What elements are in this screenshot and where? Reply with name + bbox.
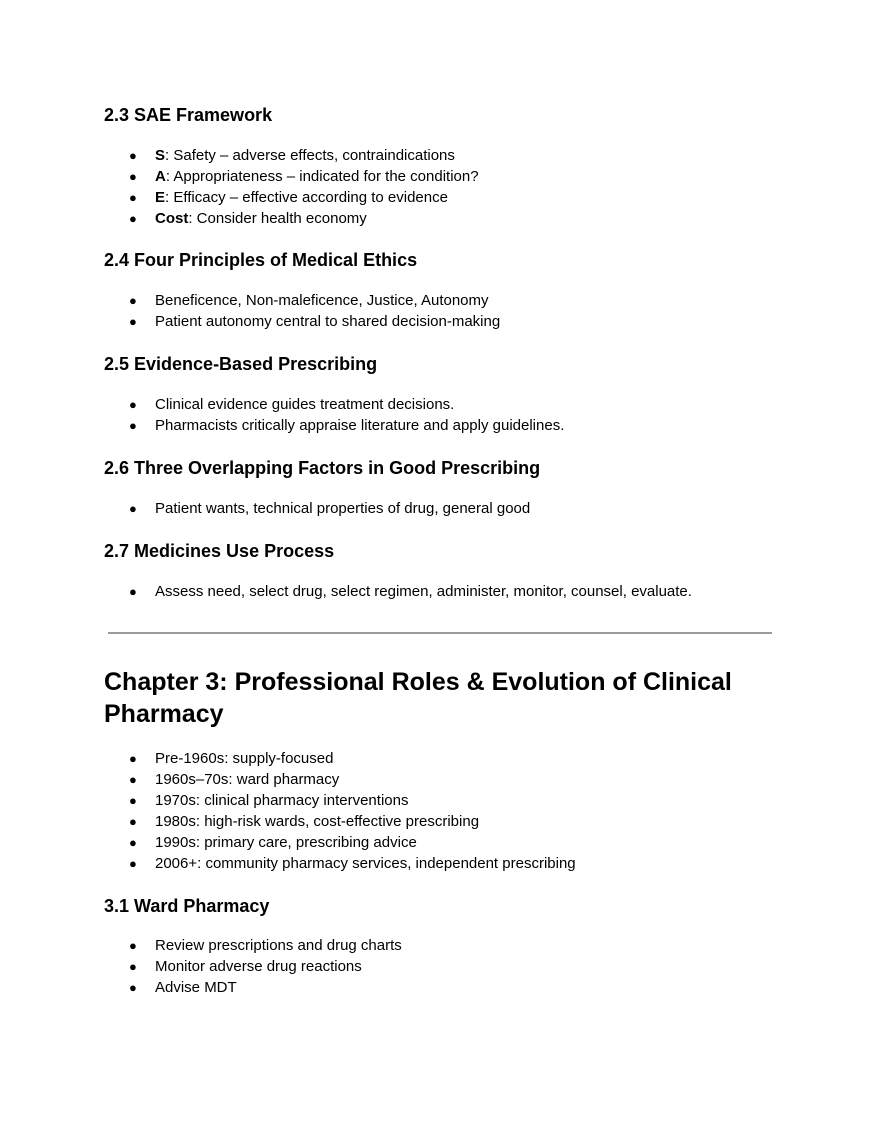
list-item: ● Pre-1960s: supply-focused bbox=[129, 750, 334, 767]
list-item: ● 1990s: primary care, prescribing advice bbox=[129, 834, 417, 851]
list-item: ● Pharmacists critically appraise literature and apply guidelines. bbox=[129, 417, 565, 434]
bullet-icon: ● bbox=[129, 293, 137, 308]
section-heading-2-6: 2.6 Three Overlapping Factors in Good Prescribing bbox=[104, 458, 541, 478]
list-item: ● 1970s: clinical pharmacy interventions bbox=[129, 792, 409, 809]
list-item: ● Advise MDT bbox=[129, 979, 237, 996]
bullet-icon: ● bbox=[129, 418, 137, 433]
list-item: ● Monitor adverse drug reactions bbox=[129, 958, 362, 975]
prescribing-factors-list bbox=[104, 498, 774, 519]
bullet-icon: ● bbox=[129, 814, 137, 829]
evolution-timeline-list bbox=[104, 748, 774, 874]
bullet-icon: ● bbox=[129, 856, 137, 871]
bullet-icon: ● bbox=[129, 501, 137, 516]
bullet-icon: ● bbox=[129, 314, 137, 329]
section-heading-2-4: 2.4 Four Principles of Medical Ethics bbox=[104, 250, 418, 270]
bullet-icon: ● bbox=[129, 397, 137, 412]
list-item: ● Review prescriptions and drug charts bbox=[129, 937, 402, 954]
bullet-icon: ● bbox=[129, 980, 137, 995]
list-item: ● Beneficence, Non-maleficence, Justice, Autonomy bbox=[129, 292, 489, 309]
list-item: ● 2006+: community pharmacy services, independent prescribing bbox=[129, 855, 576, 872]
medicines-use-list bbox=[104, 581, 774, 602]
list-item: ● Clinical evidence guides treatment decisions. bbox=[129, 396, 455, 413]
list-item: ● Cost: Consider health economy bbox=[129, 210, 367, 227]
bullet-icon: ● bbox=[129, 211, 137, 226]
list-item: ● Assess need, select drug, select regimen, administer, monitor, counsel, evaluate. bbox=[129, 583, 692, 600]
chapter-title: Chapter 3: Professional Roles & Evolution of Clinical Pharmacy bbox=[104, 668, 732, 728]
list-item: ● S: Safety – adverse effects, contraindications bbox=[129, 147, 455, 164]
section-heading-2-3: 2.3 SAE Framework bbox=[104, 105, 273, 125]
ward-pharmacy-list bbox=[104, 935, 774, 998]
list-item: ● 1980s: high-risk wards, cost-effective prescribing bbox=[129, 813, 480, 830]
list-item: ● A: Appropriateness – indicated for the condition? bbox=[129, 168, 479, 185]
section-heading-2-7: 2.7 Medicines Use Process bbox=[104, 541, 335, 561]
bullet-icon: ● bbox=[129, 148, 137, 163]
list-item: ● Patient autonomy central to shared decision-making bbox=[129, 313, 501, 330]
bullet-icon: ● bbox=[129, 169, 137, 184]
horizontal-divider bbox=[108, 632, 772, 634]
bullet-icon: ● bbox=[129, 793, 137, 808]
list-item: ● E: Efficacy – effective according to evidence bbox=[129, 189, 448, 206]
bullet-icon: ● bbox=[129, 751, 137, 766]
bullet-icon: ● bbox=[129, 938, 137, 953]
list-item: ● 1960s–70s: ward pharmacy bbox=[129, 771, 340, 788]
bullet-icon: ● bbox=[129, 959, 137, 974]
bullet-icon: ● bbox=[129, 584, 137, 599]
bullet-icon: ● bbox=[129, 835, 137, 850]
list-item: ● Patient wants, technical properties of drug, general good bbox=[129, 500, 531, 517]
section-heading-3-1: 3.1 Ward Pharmacy bbox=[104, 896, 270, 916]
bullet-icon: ● bbox=[129, 190, 137, 205]
section-heading-2-5: 2.5 Evidence-Based Prescribing bbox=[104, 354, 378, 374]
ethics-principles-list bbox=[104, 290, 774, 332]
sae-framework-list bbox=[104, 145, 774, 229]
evidence-based-list bbox=[104, 394, 774, 436]
bullet-icon: ● bbox=[129, 772, 137, 787]
